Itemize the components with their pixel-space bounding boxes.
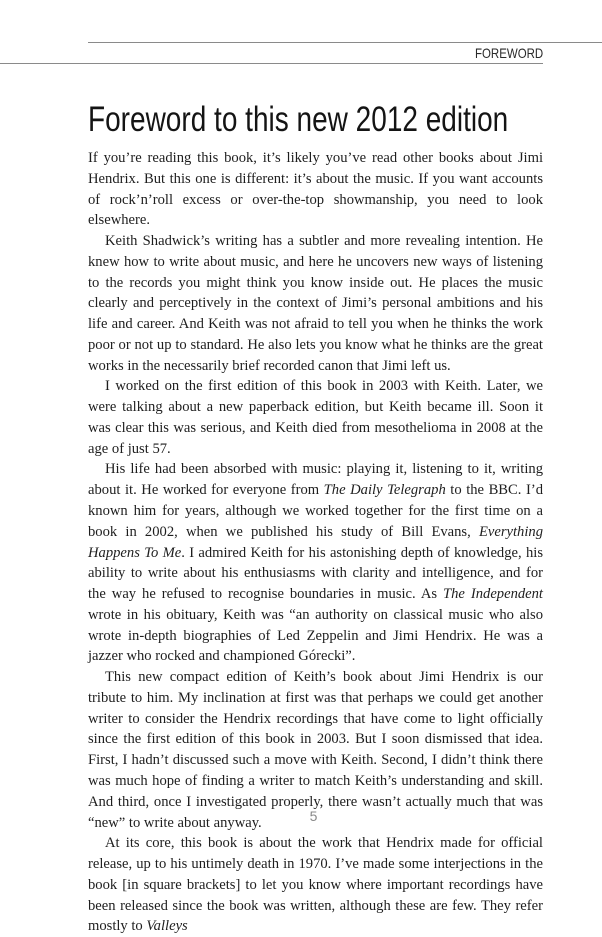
- italic-title-everything-happens: Everything Happens To Me: [88, 523, 543, 561]
- italic-title-valleys: Valleys: [146, 918, 188, 935]
- paragraph-text: If you’re reading this book, it’s likely you’ve read other books about Jimi Hendrix. But this one is different: it’s about the music. If you want accounts of rock’n’roll excess or over-the-top showmanship, you need to look elsewhere.: [88, 150, 543, 229]
- paragraph-text: Keith Shadwick’s writing has a subtler and more revealing intention. He knew how to write about music, and here he uncovers new ways of listening to the records you might think you know inside out. He places the music clearly and perceptively in the context of Jimi’s personal ambitions and his life and career. And Keith was not afraid to tell you when he thinks the work poor or not up to standard. He also lets you know what he thinks are the great works in the necessarily brief recorded canon that Jimi left us.: [88, 233, 543, 374]
- paragraph-2: [88, 231, 543, 376]
- paragraph-4: [88, 459, 543, 667]
- running-head: FOREWORD: [474, 45, 543, 61]
- page-title: Foreword to this new 2012 edition: [88, 100, 509, 139]
- paragraph-text: This new compact edition of Keith’s book about Jimi Hendrix is our tribute to him. My inclination at first was that perhaps we could get another writer to consider the Hendrix recordings that have come to light officially since the first edition of this book in 2003. But I soon dismissed that idea. First, I hadn’t discussed such a move with Keith. Second, I didn’t think there was much hope of finding a writer to match Keith’s understanding and skill. And third, once I investigated properly, there wasn’t actually much that was “new” to write about anyway.: [88, 669, 543, 831]
- paragraph-text: His life had been absorbed with music: playing it, listening to it, writing about it. He worked for everyone from: [88, 461, 543, 499]
- paragraph-6: [88, 833, 543, 937]
- paragraph-text: wrote in his obituary, Keith was “an authority on classical music who also wrote in-depth biographies of Led Zeppelin and Jimi Hendrix. He was a jazzer who rocked and championed Górecki”.: [88, 606, 543, 665]
- paragraph-3: [88, 376, 543, 459]
- paragraph-text: At its core, this book is about the work that Hendrix made for official release, up to his untimely death in 1970. I’ve made some interjections in the book [in square brackets] to let you know where important recordings have been released since the book was written, although these are few. They refer mostly to: [88, 835, 543, 935]
- italic-title-independent: The Independent: [443, 586, 543, 603]
- italic-title-daily-telegraph: The Daily Telegraph: [323, 482, 446, 499]
- page-number: 5: [309, 808, 318, 824]
- paragraph-text: . I admired Keith for his astonishing depth of knowledge, his ability to write about his enthusiasms with clarity and intelligence, and for the way he refused to recognise boundaries in music. As: [88, 544, 543, 603]
- paragraph-1: [88, 148, 543, 231]
- paragraph-text: I worked on the first edition of this book in 2003 with Keith. Later, we were talking about a new paperback edition, but Keith became ill. Soon it was clear this was serious, and Keith died from mesothelioma in 2008 at the age of just 57.: [88, 378, 543, 457]
- header-rule-top: [88, 42, 602, 43]
- paragraph-text: to the BBC. I’d known him for years, although we worked together for the first time on a book in 2002, when we published his study of Bill Evans,: [88, 482, 543, 540]
- header-rule-bottom: [0, 63, 543, 64]
